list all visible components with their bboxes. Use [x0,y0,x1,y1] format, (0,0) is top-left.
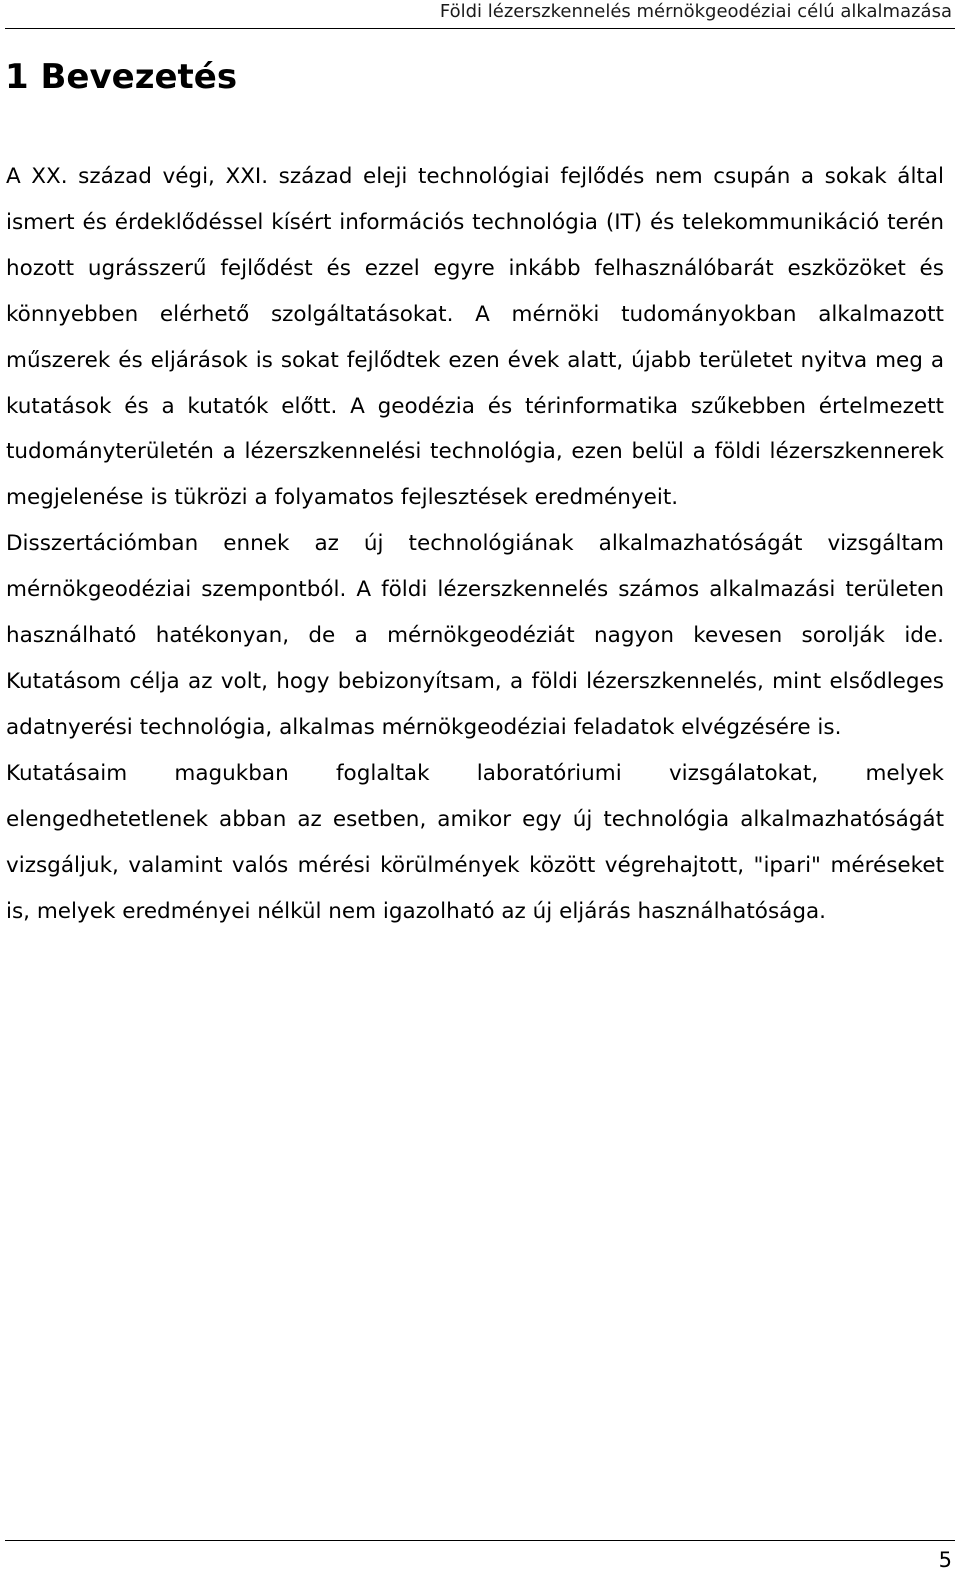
paragraph-intro: A XX. század végi, XXI. század eleji technológiai fejlődés nem csupán a sokak által ismert és érdeklődéssel kísért információs technológia (IT) és telekommunikáció terén hozott ugrásszerű fejlődést és ezzel egyre inkább felhasználóbarát eszközöket és könnyebben elérhető szolgáltatásokat. A mérnöki tudományokban alkalmazott műszerek és eljárások is sokat fejlődtek ezen évek alatt, újabb területet nyitva meg a kutatások és a kutatók előtt. A geodézia és térinformatika szűkebben értelmezett tudományterületén a lézerszkennelési technológia, ezen belül a földi lézerszkennerek megjelenése is tükrözi a folyamatos fejlesztések eredményeit. [6,164,944,511]
running-header: Földi lézerszkennelés mérnökgeodéziai célú alkalmazása [439,1,952,22]
paragraph-dissertation-goal: Disszertációmban ennek az új technológiának alkalmazhatóságát vizsgáltam mérnökgeodéziai szempontból. A földi lézerszkennelés számos alkalmazási területen használható hatékonyan, de a mérnökgeodéziát nagyon kevesen sorolják ide. Kutatásom célja az volt, hogy bebizonyítsam, a földi lézerszkennelés, mint elsődleges adatnyerési technológia, alkalmas mérnökgeodéziai feladatok elvégzésére is. [6,531,944,740]
page-number: 5 [938,1548,952,1572]
body-text [6,154,944,934]
header-divider [5,28,955,29]
paragraph-research-scope: Kutatásaim magukban foglaltak laboratóriumi vizsgálatokat, melyek elengedhetetlenek abban az esetben, amikor egy új technológia alkalmazhatóságát vizsgáljuk, valamint valós mérési körülmények között végrehajtott, "ipari" méréseket is, melyek eredményei nélkül nem igazolható az új eljárás használhatósága. [6,760,944,924]
chapter-title: 1 Bevezetés [5,57,238,97]
footer-divider [5,1540,955,1541]
